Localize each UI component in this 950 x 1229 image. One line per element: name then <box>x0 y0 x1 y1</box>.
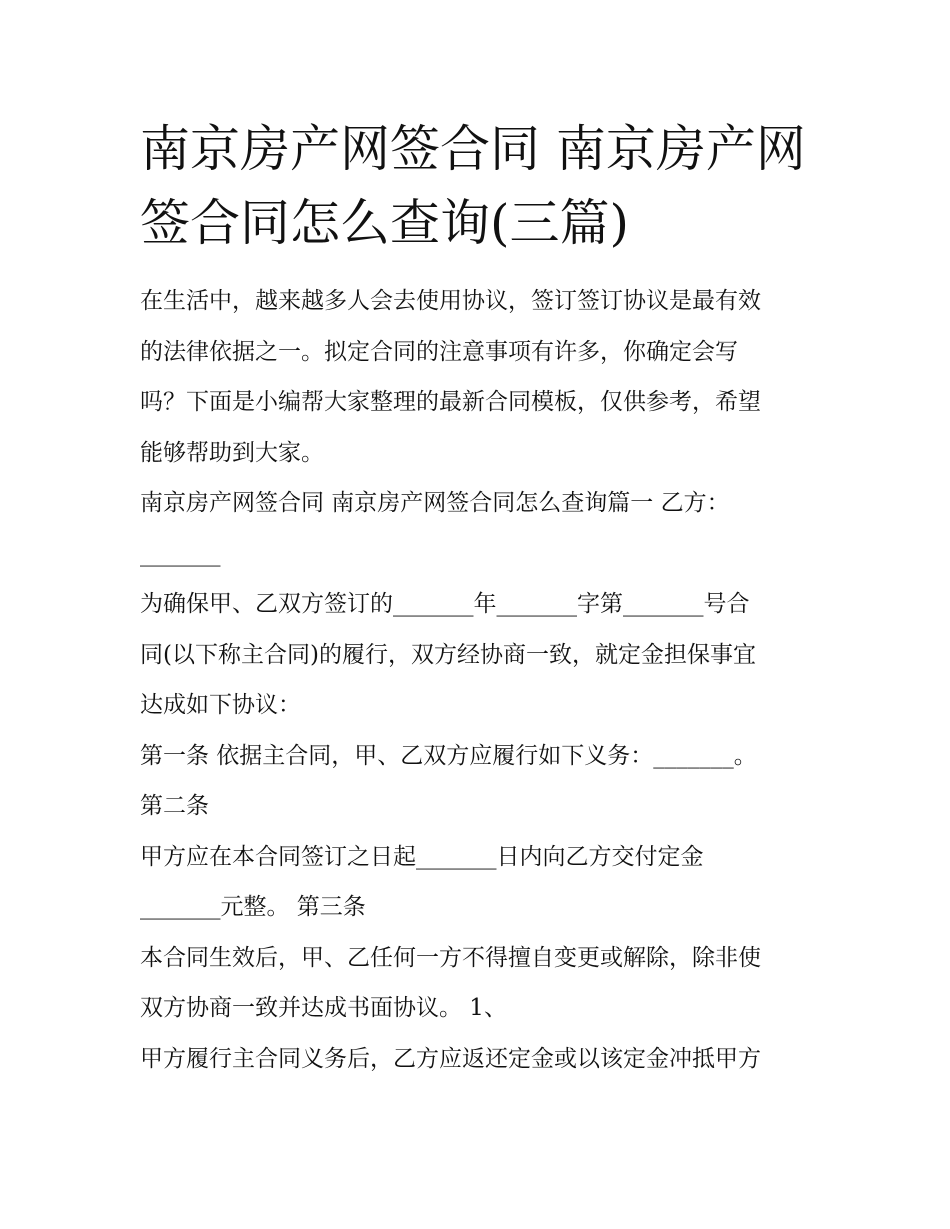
body-line: 甲方应在本合同签订之日起_______日内向乙方交付定金 <box>140 843 704 870</box>
body-line: 为确保甲、乙双方签订的_______年_______字第_______号合 <box>140 591 750 617</box>
body-line: 的法律依据之一。拟定合同的注意事项有许多，你确定会写 <box>140 338 738 365</box>
title-line: 签合同怎么查询(三篇) <box>140 194 630 252</box>
document-title <box>140 112 820 260</box>
body-line: _______ <box>140 540 221 567</box>
body-line: 双方协商一致并达成书面协议。 1、 <box>140 995 507 1021</box>
body-line: 能够帮助到大家。 <box>140 439 324 466</box>
body-line: 吗？下面是小编帮大家整理的最新合同模板，仅供参考，希望 <box>140 389 761 415</box>
title-line: 南京房产网签合同 南京房产网 <box>140 120 806 178</box>
body-line: 第一条 依据主合同，甲、乙双方应履行如下义务：_______。 <box>140 742 757 769</box>
body-line: 同(以下称主合同)的履行，双方经协商一致，就定金担保事宜 <box>140 641 756 668</box>
body-line: 本合同生效后，甲、乙任何一方不得擅自变更或解除，除非使 <box>140 944 761 971</box>
body-line: _______元整。 第三条 <box>140 894 366 920</box>
body-line: 甲方履行主合同义务后，乙方应返还定金或以该定金冲抵甲方 <box>140 1045 761 1072</box>
body-line: 在生活中，越来越多人会去使用协议，签订签订协议是最有效 <box>140 288 761 314</box>
body-line: 南京房产网签合同 南京房产网签合同怎么查询篇一 乙方： <box>140 490 730 516</box>
body-line: 达成如下协议： <box>140 692 301 718</box>
body-line: 第二条 <box>140 793 209 819</box>
document-body <box>140 276 830 1084</box>
